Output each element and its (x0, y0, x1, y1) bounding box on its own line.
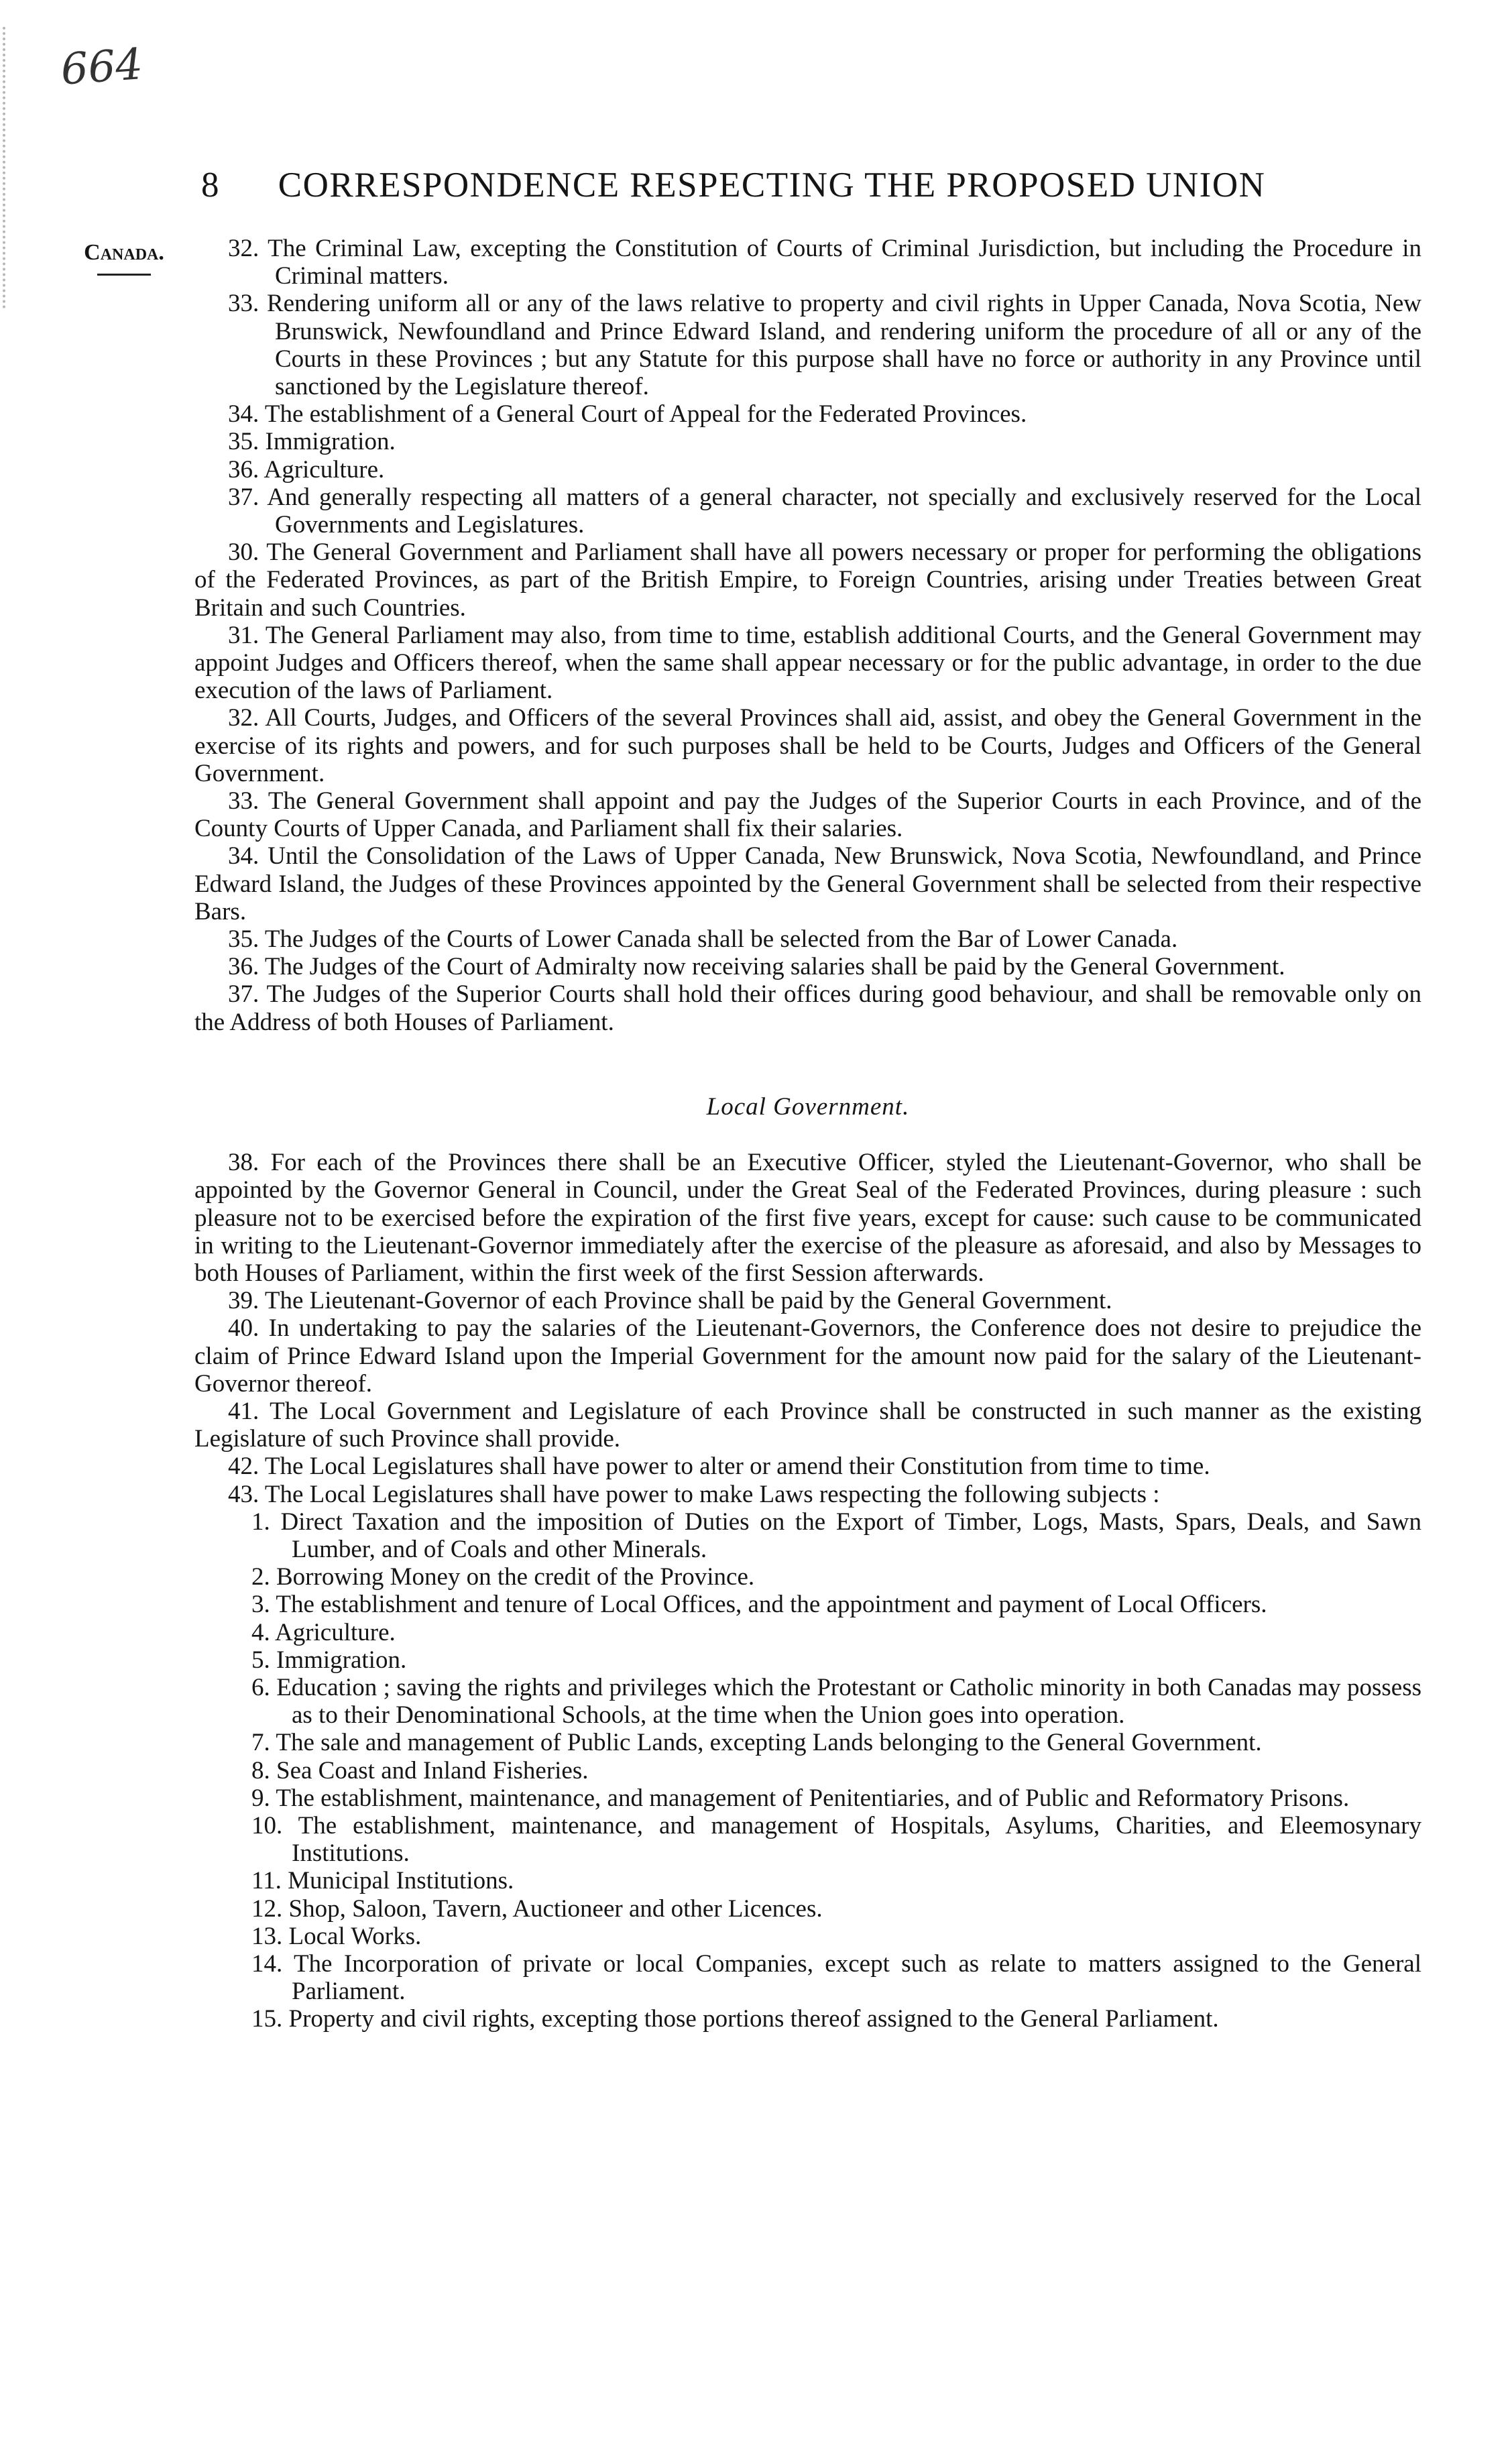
subject-item (194, 1729, 1421, 1756)
item-number: 12. (251, 1894, 283, 1923)
item-text: Until the Consolidation of the Laws of Upper Canada, New Brunswick, Nova Scotia, Newfoundland, and Prince Edward Island, the Judges of these Provinces appointed by the General Government shall be selected from their respective Bars. (194, 842, 1422, 925)
general-government-paragraphs (194, 538, 1421, 1036)
item-number: 36. (228, 953, 259, 981)
list-item (194, 456, 1421, 484)
item-text: The Local Legislatures shall have power to alter or amend their Constitution from time to time. (264, 1453, 1210, 1481)
item-text: The Criminal Law, excepting the Constitution of Courts of Criminal Jurisdiction, but including the Procedure in Criminal matters. (268, 235, 1421, 290)
resolution-paragraph (194, 538, 1421, 622)
general-powers-list (194, 235, 1421, 538)
item-number: 32. (228, 235, 259, 262)
item-text: And generally respecting all matters of a general character, not specially and exclusively reserved for the Local Governments and Legislatures. (267, 483, 1421, 539)
item-text: The establishment, maintenance, and management of Hospitals, Asylums, Charities, and Eleemosynary Institutions. (292, 1811, 1421, 1868)
header-title: CORRESPONDENCE RESPECTING THE PROPOSED UNION (278, 166, 1266, 205)
subject-item (194, 1674, 1421, 1729)
local-subjects-list (194, 1508, 1421, 2033)
item-number: 33. (228, 290, 259, 318)
resolution-paragraph (194, 980, 1421, 1035)
item-number: 11. (251, 1867, 282, 1895)
section-title: Local Government. (706, 1092, 910, 1121)
subject-item (194, 1563, 1421, 1591)
item-text: Education ; saving the rights and privileges which the Protestant or Catholic minority in both Canadas may possess as to their Denominational Schools, at the time when the Union goes into operation. (276, 1673, 1421, 1729)
resolution-paragraph (194, 1287, 1421, 1314)
subject-item (194, 1923, 1421, 1950)
subject-item (194, 1591, 1421, 1618)
resolution-paragraph (194, 622, 1421, 705)
item-number: 41. (228, 1397, 259, 1425)
item-number: 8. (251, 1756, 270, 1784)
item-number: 37. (228, 483, 259, 511)
item-number: 39. (228, 1287, 259, 1315)
subject-item (194, 1895, 1421, 1923)
item-text: Immigration. (276, 1646, 407, 1674)
subject-item (194, 1619, 1421, 1646)
resolution-paragraph (194, 1314, 1421, 1398)
item-number: 6. (251, 1673, 270, 1701)
page-number: 8 (201, 166, 220, 205)
item-text: All Courts, Judges, and Officers of the several Provinces shall aid, assist, and obey the General Government in the exercise of its rights and powers, and for such purposes shall be held to be Courts, Judges and Officers of the General Government. (194, 704, 1421, 787)
item-number: 42. (228, 1453, 259, 1481)
item-number: 35. (228, 925, 259, 954)
item-text: Agriculture. (274, 1618, 396, 1646)
item-text: Property and civil rights, excepting those portions thereof assigned to the General Parliament. (288, 2005, 1219, 2033)
item-number: 32. (228, 704, 259, 732)
item-text: The Judges of the Courts of Lower Canada shall be selected from the Bar of Lower Canada. (264, 925, 1178, 954)
item-text: Shop, Saloon, Tavern, Auctioneer and other Licences. (288, 1894, 823, 1923)
item-text: The Judges of the Superior Courts shall hold their offices during good behaviour, and shall be removable only on the Address of both Houses of Parliament. (194, 980, 1421, 1036)
item-text: The establishment and tenure of Local Offices, and the appointment and payment of Local Officers. (276, 1591, 1267, 1619)
item-number: 13. (251, 1922, 283, 1950)
subject-item (194, 1812, 1421, 1867)
resolution-paragraph (194, 787, 1421, 842)
resolution-paragraph (194, 842, 1421, 925)
resolution-paragraph (194, 1481, 1421, 1508)
list-item (194, 428, 1421, 455)
item-number: 37. (228, 980, 259, 1009)
list-item (194, 400, 1421, 428)
item-text: The General Government and Parliament shall have all powers necessary or proper for performing the obligations of the Federated Provinces, as part of the British Empire, to Foreign Countries, arising under Treaties between Great Britain and such Countries. (194, 538, 1421, 622)
item-text: The General Parliament may also, from time to time, establish additional Courts, and the General Government may appoint Judges and Officers thereof, when the same shall appear necessary or for the public advantage, in order to the due execution of the laws of Parliament. (194, 621, 1421, 705)
local-government-paragraphs (194, 1149, 1421, 1508)
list-item (194, 235, 1421, 290)
item-number: 5. (251, 1646, 270, 1674)
item-number: 34. (228, 400, 259, 429)
item-text: The establishment, maintenance, and management of Penitentiaries, and of Public and Reformatory Prisons. (276, 1784, 1350, 1812)
list-item (194, 484, 1421, 538)
document-body (194, 235, 1421, 2381)
item-text: The sale and management of Public Lands, excepting Lands belonging to the General Government. (276, 1729, 1262, 1757)
item-number: 40. (228, 1314, 259, 1343)
resolution-paragraph (194, 925, 1421, 953)
item-number: 31. (228, 621, 259, 649)
item-number: 9. (251, 1784, 270, 1812)
margin-binding-marks (3, 27, 20, 308)
running-header (201, 165, 1341, 225)
item-number: 1. (251, 1508, 270, 1536)
item-text: The Lieutenant-Governor of each Province shall be paid by the General Government. (264, 1287, 1112, 1315)
item-number: 2. (251, 1563, 270, 1591)
item-text: Direct Taxation and the imposition of Duties on the Export of Timber, Logs, Masts, Spars, Deals, and Sawn Lumber, and of Coals and other Minerals. (280, 1508, 1422, 1563)
item-number: 15. (251, 2005, 283, 2033)
item-text: Immigration. (265, 428, 396, 456)
resolution-paragraph (194, 704, 1421, 787)
subject-item (194, 2005, 1421, 2033)
subject-item (194, 1950, 1421, 2005)
margin-sidenote (67, 240, 181, 287)
item-text: Municipal Institutions. (288, 1867, 514, 1895)
item-text: The Local Government and Legislature of each Province shall be constructed in such manner as the existing Legislature of such Province shall provide. (194, 1397, 1421, 1453)
item-number: 7. (251, 1729, 270, 1757)
subject-item (194, 1867, 1421, 1894)
item-text: Rendering uniform all or any of the laws relative to property and civil rights in Upper Canada, Nova Scotia, New Brunswick, Newfoundland and Prince Edward Island, and rendering uniform the procedure of all or any of the Courts in these Provinces ; but any Statute for this purpose shall have no force or authority in any Province until sanctioned by the Legislature thereof. (266, 290, 1422, 401)
list-item (194, 290, 1421, 400)
item-text: The Incorporation of private or local Companies, except such as relate to matters assigned to the General Parliament. (292, 1949, 1421, 2006)
item-text: Agriculture. (264, 455, 385, 484)
resolution-paragraph (194, 1398, 1421, 1453)
subject-item (194, 1784, 1421, 1812)
item-text: Sea Coast and Inland Fisheries. (276, 1756, 589, 1784)
item-text: For each of the Provinces there shall be an Executive Officer, styled the Lieutenant-Governor, who shall be appointed by the Governor General in Council, under the Great Seal of the Federated Provinces, during pleasure : such pleasure not to be exercised before the expiration of the first five years, except for cause: such cause to be communicated in writing to the Lieutenant-Governor immediately after the exercise of the pleasure as aforesaid, and also by Messages to both Houses of Parliament, within the first week of the first Session afterwards. (194, 1149, 1422, 1287)
resolution-paragraph (194, 1453, 1421, 1480)
item-text: The Judges of the Court of Admiralty now receiving salaries shall be paid by the General Government. (264, 953, 1285, 981)
item-number: 14. (251, 1949, 283, 1978)
subject-item (194, 1646, 1421, 1674)
sidenote-rule (97, 274, 151, 276)
resolution-paragraph (194, 1149, 1421, 1287)
item-number: 10. (251, 1811, 283, 1839)
item-text: In undertaking to pay the salaries of the Lieutenant-Governors, the Conference does not desire to prejudice the claim of Prince Edward Island upon the Imperial Government for the amount now paid for the salary of the Lieutenant-Governor thereof. (194, 1314, 1422, 1398)
item-number: 36. (228, 455, 259, 484)
item-number: 38. (228, 1149, 259, 1177)
item-text: Borrowing Money on the credit of the Province. (276, 1563, 755, 1591)
sidenote-text: Canada. (84, 240, 164, 265)
item-number: 43. (228, 1480, 259, 1508)
handwritten-folio-number: 664 (59, 40, 145, 95)
resolution-paragraph (194, 953, 1421, 980)
subject-item (194, 1757, 1421, 1784)
item-text: The Local Legislatures shall have power to make Laws respecting the following subjects : (264, 1480, 1160, 1508)
item-number: 3. (251, 1591, 270, 1619)
subject-item (194, 1508, 1421, 1563)
item-number: 34. (228, 842, 259, 870)
item-text: The establishment of a General Court of Appeal for the Federated Provinces. (264, 400, 1027, 429)
item-number: 35. (228, 428, 259, 456)
item-text: The General Government shall appoint and pay the Judges of the Superior Courts in each Province, and of the County Courts of Upper Canada, and Parliament shall fix their salaries. (194, 787, 1421, 843)
item-number: 4. (251, 1618, 270, 1646)
item-number: 30. (228, 538, 259, 567)
item-number: 33. (228, 787, 259, 815)
item-text: Local Works. (288, 1922, 422, 1950)
